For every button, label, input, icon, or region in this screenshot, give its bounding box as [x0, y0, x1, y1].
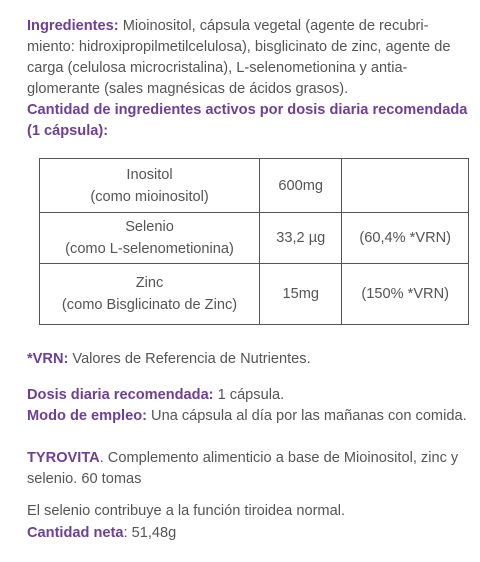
ingredient-name-cell [40, 159, 260, 213]
ingredient-name: Inositol [126, 166, 173, 183]
table-row [40, 264, 469, 325]
vrn-text: Valores de Referencia de Nutrientes. [68, 351, 311, 367]
neta-line [27, 523, 176, 544]
ingredient-amount: 600mg [260, 159, 342, 213]
selenio-claim: El selenio contribuye a la función tiroidea normal. [27, 503, 345, 519]
ingredient-amount: 15mg [260, 264, 342, 325]
modo-text: Una cápsula al día por las mañanas con comida. [147, 408, 467, 424]
table-title: Cantidad de ingredientes activos por dosis diaria recomendada (1 cápsula): [27, 102, 468, 139]
label-page [27, 0, 472, 541]
nutrition-table [39, 158, 469, 325]
ingredient-detail: (como mioinositol) [90, 188, 209, 205]
table-row [40, 159, 469, 213]
tyrovita-label: TYROVITA [27, 450, 100, 466]
vrn-label: *VRN: [27, 351, 69, 367]
tyrovita-line [27, 448, 472, 490]
dosis-text: 1 cápsula. [213, 387, 285, 403]
ingredient-vrn: (60,4% *VRN) [342, 213, 469, 264]
ingredient-name-cell [40, 264, 260, 325]
ingredient-detail: (como L-selenometionina) [65, 241, 234, 257]
ingredient-amount: 33,2 µg [260, 213, 342, 264]
modo-line [27, 406, 467, 427]
neta-label: Cantidad neta [27, 525, 124, 541]
ingredient-name: Selenio [125, 219, 174, 235]
vrn-note [27, 349, 311, 370]
ingredient-detail: (como Bisglicinato de Zinc) [61, 297, 238, 313]
ingredient-name: Zinc [135, 275, 164, 291]
ingredients-label: Ingredientes: [27, 18, 119, 34]
ingredient-vrn [342, 159, 469, 213]
dosis-label: Dosis diaria recomendada: [27, 387, 214, 403]
ingredients-paragraph [27, 16, 472, 100]
ingredient-vrn: (150% *VRN) [342, 264, 469, 325]
ingredient-name-cell [40, 213, 260, 264]
tyrovita-text: . Complemento alimenticio a base de Mioinositol, zinc y selenio. 60 tomas [27, 450, 459, 487]
neta-text: : 51,48g [123, 525, 177, 541]
modo-label: Modo de empleo: [27, 408, 147, 424]
ingredients-text: Mioinositol, cápsula vegetal (agente de recubri-miento: hidroxipropilmetilcelulosa), bisglicinato de zinc, agente de carga (celulosa microcristalina), L-selenometionina y antia-glomerante (sales magnésicas de ácidos grasos). [27, 18, 451, 97]
dosis-line [27, 385, 284, 406]
table-row [40, 213, 469, 264]
